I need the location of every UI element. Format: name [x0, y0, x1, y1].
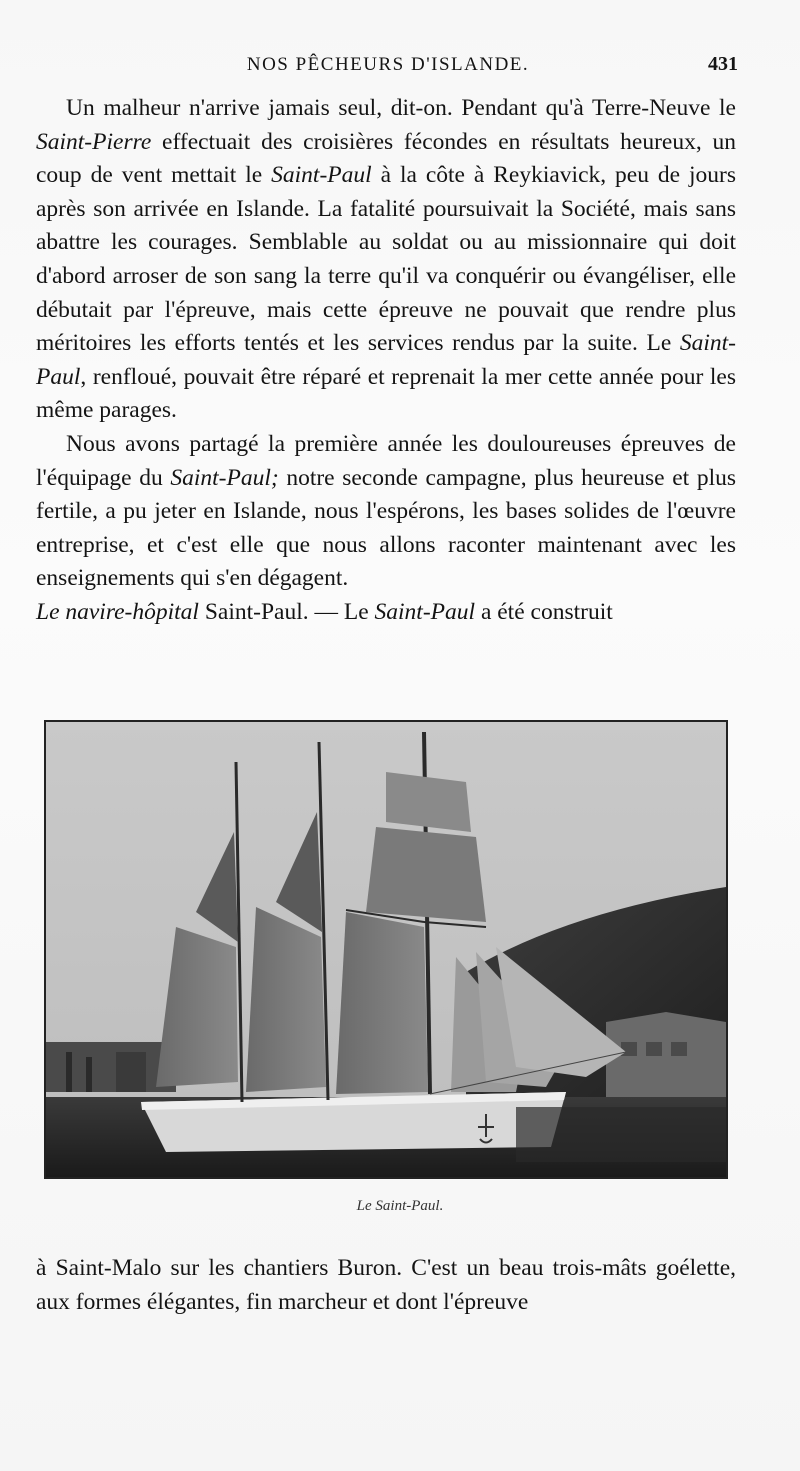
- continuation-paragraph: à Saint-Malo sur les chantiers Buron. C'est un beau trois-mâts goélette, aux formes élégantes, fin marcheur et dont l'épreuve: [36, 1255, 736, 1315]
- ship-photograph: [44, 720, 728, 1179]
- ship-illustration: [46, 722, 726, 1177]
- paragraph-3-text-2: a été construit: [475, 598, 613, 625]
- page-number: 431: [708, 53, 738, 75]
- paragraph-2-text-2: notre seconde campagne, plus heureuse et plus fertile, a pu jeter en Islande, nous l'espérons, les bases solides de l'œuvre entreprise, et c'est elle que nous allons raconter maintenant avec les enseignements qui s'en dégagent.: [36, 464, 736, 592]
- ship-name-saint-paul-2: Saint-Paul: [36, 330, 736, 390]
- paragraph-1: [36, 92, 736, 428]
- paragraph-2-text-1: Nous avons partagé la première année les douloureuses épreuves de l'équipage du: [36, 430, 736, 491]
- lower-text: [36, 1252, 736, 1319]
- paragraph-3: [36, 596, 736, 630]
- paragraph-2: [36, 428, 736, 596]
- figure-caption: Le Saint-Paul.: [356, 1198, 444, 1214]
- paragraph-1-text-4: , renfloué, pouvait être réparé et reprenait la mer cette année pour les même parages.: [36, 363, 736, 424]
- running-head: [36, 48, 740, 82]
- ship-name-saint-paul: Saint-Paul: [271, 162, 372, 189]
- paragraph-1-text-1: Un malheur n'arrive jamais seul, dit-on. Pendant qu'à Terre-Neuve le: [66, 95, 736, 121]
- running-title: NOS PÊCHEURS D'ISLANDE.: [246, 54, 530, 75]
- upper-text: [36, 92, 736, 630]
- ship-name-saint-paul-3: Saint-Paul;: [170, 464, 279, 491]
- paragraph-3-text-1: Saint-Paul. — Le: [198, 598, 375, 625]
- paragraph-1-text-3: à la côte à Reykiavick, peu de jours après son arrivée en Islande. La fatalité poursuivait la Société, mais sans abattre les courages. Semblable au soldat ou au missionnaire qui doit d'abord arroser de son sang la terre qu'il va conquérir ou évangéliser, elle débutait par l'épreuve, mais cette épreuve ne pouvait que rendre plus méritoires les efforts tentés et les services rendus par la suite. Le: [36, 162, 736, 357]
- section-heading: Le navire-hôpital: [36, 598, 199, 625]
- paragraph-1-text-2: effectuait des croisières fécondes en résultats heureux, un coup de vent mettait le: [36, 128, 736, 189]
- ship-name-saint-paul-4: Saint-Paul: [374, 598, 476, 625]
- ship-name-saint-pierre: Saint-Pierre: [36, 128, 152, 155]
